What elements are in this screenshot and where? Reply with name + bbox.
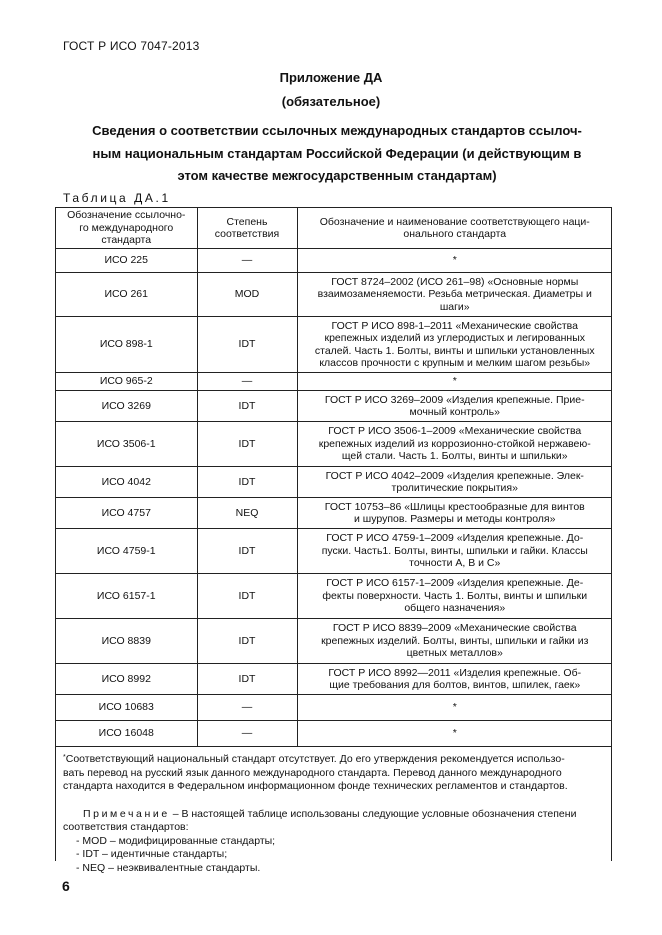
- table-header-row: [56, 208, 612, 249]
- national-standard-line: *: [452, 701, 457, 714]
- cell-national-standard: [297, 391, 612, 422]
- cell-degree-of-conformity: IDT: [197, 317, 297, 373]
- cell-national-standard: [297, 249, 612, 273]
- appendix-heading-line: Сведения о соответствии ссылочных международных стандартов ссылоч-: [92, 123, 582, 138]
- national-standard-line: тролитические покрытия»: [391, 482, 518, 494]
- legend-item-mod: - MOD – модифицированные стандарты;: [76, 834, 276, 847]
- legend-item-neq: - NEQ – неэквивалентные стандарты.: [76, 861, 261, 874]
- table-caption: Таблица ДА.1: [63, 191, 171, 205]
- cell-international-standard: ИСО 6157-1: [56, 574, 197, 619]
- cell-international-standard: ИСО 898-1: [56, 317, 197, 373]
- cell-degree-of-conformity: IDT: [197, 467, 297, 498]
- national-standard-line: классов прочности с крупным и мелким шагом резьбы»: [319, 357, 591, 369]
- cell-international-standard: ИСО 8992: [56, 664, 197, 695]
- national-standard-line: *: [452, 727, 457, 740]
- national-standard-line: ГОСТ Р ИСО 8992—2011 «Изделия крепежные. Об-: [328, 666, 582, 679]
- table-row: [56, 373, 612, 391]
- national-standard-line: ГОСТ Р ИСО 8839–2009 «Механические свойства: [332, 622, 577, 635]
- appendix-title: Приложение ДА: [279, 70, 383, 85]
- national-standard-line: *: [452, 254, 457, 267]
- national-standard-line: шаги»: [439, 300, 470, 313]
- appendix-heading-line: ным национальным стандартам Российской Федерации (и действующим в: [92, 145, 582, 161]
- cell-international-standard: ИСО 3506-1: [56, 422, 197, 467]
- national-standard-line: взаимозаменяемости. Резьба метрическая. Диаметры и: [317, 288, 592, 301]
- national-standard-line: ГОСТ Р ИСО 3506-1–2009 «Механические свойства: [328, 425, 582, 438]
- cell-international-standard: ИСО 3269: [56, 391, 197, 422]
- cell-degree-of-conformity: IDT: [197, 664, 297, 695]
- cell-international-standard: ИСО 8839: [56, 619, 197, 664]
- appendix-heading: [62, 120, 612, 188]
- national-standard-line: крепежных изделий из углеродистых и легированных: [324, 332, 585, 344]
- table-row: [56, 422, 612, 467]
- cell-national-standard: [297, 317, 612, 373]
- appendix-heading-line: этом качестве межгосударственным стандартам): [177, 168, 497, 183]
- note-text: Примечание – В настоящей таблице использованы следующие условные обозначения степени: [83, 807, 577, 820]
- table-row: [56, 619, 612, 664]
- cell-national-standard: [297, 422, 612, 467]
- table-body: [56, 249, 612, 747]
- national-standard-line: общего назначения»: [404, 602, 506, 615]
- cell-national-standard: [297, 467, 612, 498]
- cell-degree-of-conformity: —: [197, 721, 297, 747]
- national-standard-line: ГОСТ Р ИСО 4759-1–2009 «Изделия крепежные. До-: [326, 532, 584, 545]
- note-label: Примечание: [83, 807, 170, 820]
- table-row: [56, 249, 612, 273]
- national-standard-line: ГОСТ Р ИСО 4042–2009 «Изделия крепежные. Элек-: [325, 469, 584, 482]
- cell-international-standard: ИСО 10683: [56, 695, 197, 721]
- national-standard-line: ГОСТ Р ИСО 898-1–2011 «Механические свойства: [331, 319, 578, 332]
- header-national-standard: Обозначение и наименование соответствующего наци- онального стандарта: [297, 208, 612, 249]
- national-standard-line: ГОСТ 8724–2002 (ИСО 261–98) «Основные нормы: [331, 275, 579, 288]
- national-standard-line: пуски. Часть1. Болты, винты, шпильки и гайки. Классы: [321, 544, 588, 557]
- national-standard-line: крепежных изделий. Болты, винты, шпильки и гайки из: [321, 634, 589, 647]
- cell-international-standard: ИСО 4042: [56, 467, 197, 498]
- table-row: [56, 664, 612, 695]
- national-standard-line: мочный контроль»: [409, 406, 500, 418]
- table-row: [56, 695, 612, 721]
- cell-international-standard: ИСО 225: [56, 249, 197, 273]
- national-standard-line: и шурупов. Размеры и методы контроля»: [354, 513, 556, 525]
- national-standard-line: щей стали. Часть 1. Болты, винты и шпильки»: [341, 450, 568, 463]
- footnote-marker: *: [63, 754, 66, 761]
- national-standard-line: сталей. Часть 1. Болты, винты и шпильки установленных: [314, 344, 595, 357]
- table-row: [56, 529, 612, 574]
- cell-degree-of-conformity: —: [197, 373, 297, 391]
- national-standard-line: цветных металлов»: [406, 647, 503, 660]
- cell-international-standard: ИСО 4757: [56, 498, 197, 529]
- cell-national-standard: [297, 529, 612, 574]
- cell-degree-of-conformity: IDT: [197, 619, 297, 664]
- cell-national-standard: [297, 619, 612, 664]
- national-standard-line: ГОСТ Р ИСО 6157-1–2009 «Изделия крепежные. Де-: [326, 577, 584, 590]
- table-row: [56, 574, 612, 619]
- national-standard-line: ГОСТ Р ИСО 3269–2009 «Изделия крепежные. Прие-: [324, 393, 585, 406]
- legend-item-idt: - IDT – идентичные стандарты;: [76, 848, 228, 860]
- table-row: [56, 498, 612, 529]
- correspondence-table-frame: [55, 207, 612, 874]
- header-degree-of-conformity: Степень соответствия: [197, 208, 297, 249]
- national-standard-line: фекты поверхности. Часть 1. Болты, винты и шпильки: [322, 589, 588, 602]
- note-text-continued: соответствия стандартов:: [63, 821, 189, 833]
- cell-national-standard: [297, 695, 612, 721]
- cell-national-standard: [297, 721, 612, 747]
- cell-international-standard: ИСО 965-2: [56, 373, 197, 391]
- cell-international-standard: ИСО 4759-1: [56, 529, 197, 574]
- national-standard-line: точности А, В и С»: [409, 557, 501, 570]
- table-row: [56, 273, 612, 317]
- cell-degree-of-conformity: MOD: [197, 273, 297, 317]
- national-standard-line: ГОСТ 10753–86 «Шлицы крестообразные для винтов: [324, 500, 585, 513]
- table-row: [56, 391, 612, 422]
- header-international-standard: Обозначение ссылочно- го международного стандарта: [56, 208, 197, 249]
- cell-national-standard: [297, 664, 612, 695]
- cell-degree-of-conformity: IDT: [197, 391, 297, 422]
- table-row: [56, 317, 612, 373]
- table-row: [56, 467, 612, 498]
- cell-international-standard: ИСО 16048: [56, 721, 197, 747]
- document-code-header: ГОСТ Р ИСО 7047-2013: [63, 39, 200, 53]
- cell-degree-of-conformity: —: [197, 249, 297, 273]
- cell-national-standard: [297, 273, 612, 317]
- appendix-status: (обязательное): [281, 94, 381, 109]
- cell-national-standard: [297, 498, 612, 529]
- cell-degree-of-conformity: NEQ: [197, 498, 297, 529]
- cell-degree-of-conformity: IDT: [197, 529, 297, 574]
- national-standard-line: щие требования для болтов, винтов, шпилек, гаек»: [329, 679, 581, 691]
- page-number: 6: [62, 878, 70, 894]
- cell-international-standard: ИСО 261: [56, 273, 197, 317]
- correspondence-table: [56, 208, 612, 747]
- cell-degree-of-conformity: —: [197, 695, 297, 721]
- table-row: [56, 721, 612, 747]
- cell-national-standard: [297, 574, 612, 619]
- national-standard-line: *: [452, 375, 457, 388]
- national-standard-line: крепежных изделий из коррозионно-стойкой нержавею-: [318, 437, 591, 450]
- cell-degree-of-conformity: IDT: [197, 422, 297, 467]
- footnote-text: *Соответствующий национальный стандарт отсутствует. До его утверждения рекомендуется использо- вать перевод на русский язык данного международного стандарта. Перевод данного международного стандарта находится в Федеральном информационном фонде технических регламентов и стандартов.: [63, 753, 568, 792]
- cell-national-standard: [297, 373, 612, 391]
- footnote-block: [56, 747, 611, 875]
- cell-degree-of-conformity: IDT: [197, 574, 297, 619]
